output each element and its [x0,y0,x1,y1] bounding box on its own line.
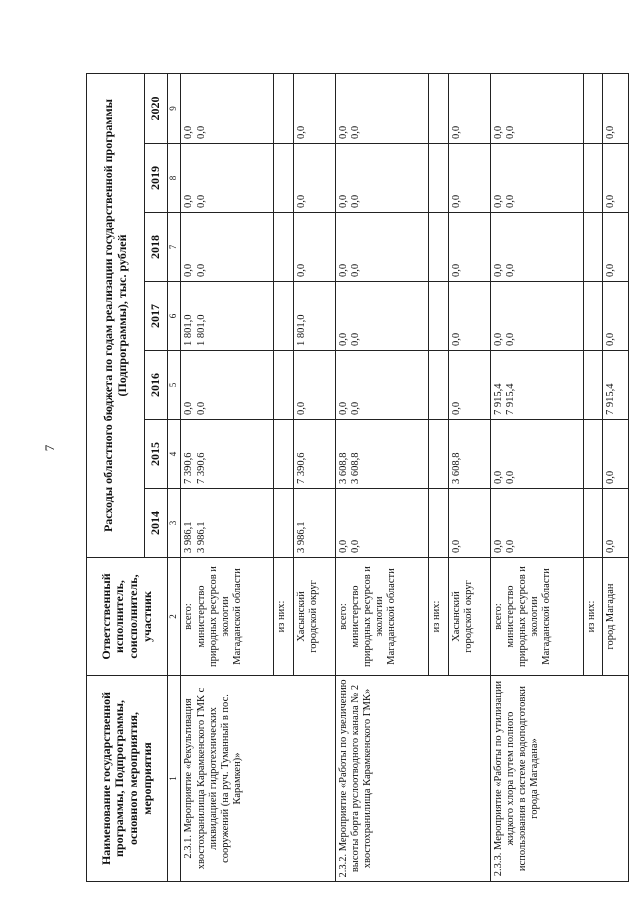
activity-name: 2.3.3. Мероприятие «Работы по утилизации жидкого хлора путем полного использования в системе водоподготовки города Магадана» [490,676,628,882]
executor-cell: Хасынский городской округ [294,558,336,676]
value-cell: 0,0 [294,144,336,213]
executor-cell: город Магадан [603,558,629,676]
executor-cell: всего: министерство природных ресурсов и экологии Магаданской области [490,558,583,676]
value-cell: 0,0 [603,73,629,143]
value-cell: 7 915,4 7 915,4 [490,351,583,420]
value-cell: 0,0 [448,282,490,351]
sub-label: из них: [274,558,294,676]
value-cell: 0,0 0,0 [336,489,429,558]
col-number: 1 [168,676,181,882]
year-header: 2020 [145,73,168,143]
col-number: 4 [168,420,181,489]
value-cell: 0,0 0,0 [181,144,274,213]
value-cell: 0,0 0,0 [490,144,583,213]
col-number: 7 [168,213,181,282]
value-cell: 0,0 [448,144,490,213]
col-number: 6 [168,282,181,351]
sub-label: из них: [428,558,448,676]
value-cell: 3 986,1 3 986,1 [181,489,274,558]
value-cell: 3 608,8 3 608,8 [336,420,429,489]
executor-cell: всего: министерство природных ресурсов и экологии Магаданской области [336,558,429,676]
value-cell: 0,0 0,0 [490,282,583,351]
value-cell: 0,0 [603,489,629,558]
value-cell: 0,0 0,0 [181,73,274,143]
year-header: 2015 [145,420,168,489]
header-executor: Ответственный исполнитель, соисполнитель, участник [87,558,168,676]
value-cell: 0,0 0,0 [181,351,274,420]
header-name: Наименование государственной программы, Подпрограммы, основного мероприятия, мероприятия [87,676,168,882]
value-cell: 0,0 [603,420,629,489]
value-cell: 0,0 [448,489,490,558]
value-cell: 0,0 0,0 [490,420,583,489]
value-cell: 0,0 [448,351,490,420]
expense-table [86,73,629,882]
value-cell: 7 390,6 7 390,6 [181,420,274,489]
value-cell: 0,0 [603,144,629,213]
value-cell: 1 801,0 [294,282,336,351]
value-cell: 7 915,4 [603,351,629,420]
col-number: 3 [168,489,181,558]
col-number: 8 [168,144,181,213]
col-number: 9 [168,73,181,143]
value-cell: 0,0 0,0 [181,213,274,282]
executor-cell: всего: министерство природных ресурсов и экологии Магаданской области [181,558,274,676]
sub-label: из них: [583,558,603,676]
year-header: 2017 [145,282,168,351]
value-cell: 0,0 [294,213,336,282]
year-header: 2016 [145,351,168,420]
value-cell: 0,0 [448,213,490,282]
value-cell: 3 608,8 [448,420,490,489]
value-cell: 0,0 [294,73,336,143]
value-cell: 0,0 [603,282,629,351]
year-header: 2014 [145,489,168,558]
year-header: 2019 [145,144,168,213]
executor-cell: Хасынский городской округ [448,558,490,676]
value-cell: 0,0 0,0 [336,282,429,351]
value-cell: 0,0 0,0 [336,144,429,213]
activity-name: 2.3.1. Мероприятие «Рекультивация хвостохранилища Карамкенского ГМК с ликвидацией гидротехнических сооружений (на руч. Туманный в пос. Карамкен)» [181,676,336,882]
col-number: 5 [168,351,181,420]
expense-table-rotated [86,74,629,882]
activity-name: 2.3.2. Мероприятие «Работы по увеличению высоты борта руслоотводного канала № 2 хвостохранилища Карамкенского ГМК» [336,676,491,882]
col-number: 2 [168,558,181,676]
value-cell: 0,0 0,0 [490,213,583,282]
value-cell: 0,0 0,0 [490,73,583,143]
value-cell: 0,0 0,0 [490,489,583,558]
value-cell: 1 801,0 1 801,0 [181,282,274,351]
value-cell: 7 390,6 [294,420,336,489]
year-header: 2018 [145,213,168,282]
value-cell: 0,0 [294,351,336,420]
value-cell: 0,0 0,0 [336,73,429,143]
value-cell: 3 986,1 [294,489,336,558]
value-cell: 0,0 0,0 [336,351,429,420]
value-cell: 0,0 [603,213,629,282]
value-cell: 0,0 0,0 [336,213,429,282]
value-cell: 0,0 [448,73,490,143]
page-number: 7 [42,444,57,452]
header-expenses: Расходы областного бюджета по годам реализации государственной программы (Подпрограммы), тыс. рублей [87,73,145,557]
